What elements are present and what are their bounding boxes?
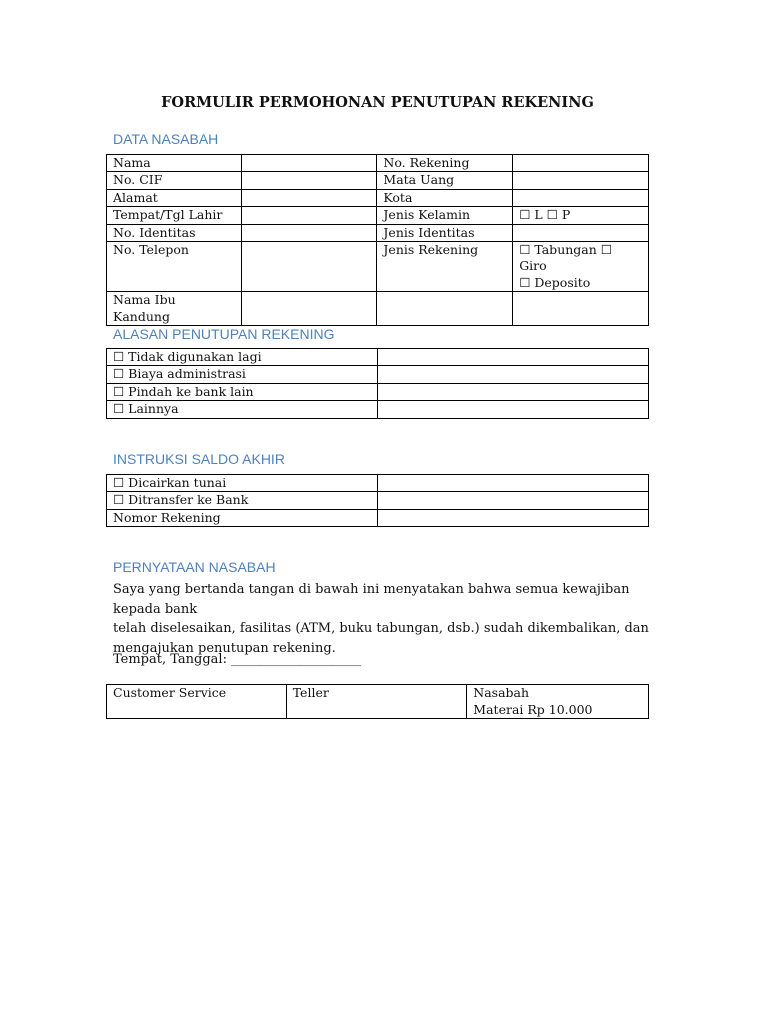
field-nama[interactable] [241, 155, 377, 172]
table-row [107, 685, 649, 719]
table-row [107, 189, 649, 206]
field-mata-uang[interactable] [513, 172, 649, 189]
field-alasan-3[interactable] [377, 383, 648, 400]
data-nasabah-table [106, 154, 649, 326]
signature-nasabah[interactable] [467, 685, 649, 719]
table-row [107, 475, 649, 492]
section-heading-data-nasabah: DATA NASABAH [113, 131, 219, 147]
place-date-field[interactable]: Tempat, Tanggal: ____________________ [113, 652, 362, 667]
table-row [107, 349, 649, 366]
checkbox-jenis-kelamin[interactable]: ☐ L ☐ P [513, 207, 649, 224]
table-row [107, 224, 649, 241]
table-row [107, 207, 649, 224]
label-jenis-identitas: Jenis Identitas [377, 224, 513, 241]
table-row [107, 172, 649, 189]
field-instruksi-2[interactable] [377, 492, 648, 509]
field-nama-ibu-kandung[interactable] [241, 292, 377, 326]
table-row [107, 155, 649, 172]
label-alamat: Alamat [107, 189, 242, 206]
empty-cell [513, 292, 649, 326]
field-tempat-tgl-lahir[interactable] [241, 207, 377, 224]
table-row [107, 292, 649, 326]
materai-label: Materai Rp 10.000 [473, 701, 593, 717]
label-kota: Kota [377, 189, 513, 206]
field-alasan-4[interactable] [377, 401, 648, 418]
checkbox-pindah-bank[interactable]: ☐ Pindah ke bank lain [107, 383, 378, 400]
signature-teller[interactable]: Teller [286, 685, 467, 719]
label-mata-uang: Mata Uang [377, 172, 513, 189]
checkbox-ditransfer-bank[interactable]: ☐ Ditransfer ke Bank [107, 492, 378, 509]
label-jenis-rekening: Jenis Rekening [377, 242, 513, 292]
label-no-telepon: No. Telepon [107, 242, 242, 292]
field-kota[interactable] [513, 189, 649, 206]
field-no-identitas[interactable] [241, 224, 377, 241]
section-heading-alasan: ALASAN PENUTUPAN REKENING [113, 326, 335, 342]
section-heading-pernyataan: PERNYATAAN NASABAH [113, 559, 276, 575]
label-nama-ibu-kandung: Nama Ibu Kandung [107, 292, 242, 326]
statement-text [113, 580, 653, 658]
jenis-rekening-options-line1: ☐ Tabungan ☐ Giro [519, 242, 612, 274]
nasabah-label: Nasabah [473, 685, 530, 700]
table-row [107, 401, 649, 418]
alasan-table [106, 348, 649, 419]
field-jenis-identitas[interactable] [513, 224, 649, 241]
signature-table [106, 684, 649, 719]
checkbox-jenis-rekening[interactable] [513, 242, 649, 292]
label-no-cif: No. CIF [107, 172, 242, 189]
field-alasan-2[interactable] [377, 366, 648, 383]
table-row [107, 242, 649, 292]
field-alamat[interactable] [241, 189, 377, 206]
checkbox-tidak-digunakan[interactable]: ☐ Tidak digunakan lagi [107, 349, 378, 366]
statement-line: mengajukan penutupan rekening. [113, 640, 336, 656]
section-heading-instruksi: INSTRUKSI SALDO AKHIR [113, 451, 285, 467]
label-jenis-kelamin: Jenis Kelamin [377, 207, 513, 224]
field-no-telepon[interactable] [241, 242, 377, 292]
table-row [107, 383, 649, 400]
label-tempat-tgl-lahir: Tempat/Tgl Lahir [107, 207, 242, 224]
label-no-rekening: No. Rekening [377, 155, 513, 172]
label-nama: Nama [107, 155, 242, 172]
label-nomor-rekening: Nomor Rekening [107, 509, 378, 526]
checkbox-lainnya[interactable]: ☐ Lainnya [107, 401, 378, 418]
checkbox-dicairkan-tunai[interactable]: ☐ Dicairkan tunai [107, 475, 378, 492]
empty-cell [377, 292, 513, 326]
instruksi-table [106, 474, 649, 527]
table-row [107, 492, 649, 509]
jenis-rekening-options-line2: ☐ Deposito [519, 274, 591, 290]
field-no-rekening[interactable] [513, 155, 649, 172]
field-no-cif[interactable] [241, 172, 377, 189]
signature-customer-service[interactable]: Customer Service [107, 685, 287, 719]
field-nomor-rekening[interactable] [377, 509, 648, 526]
statement-line: Saya yang bertanda tangan di bawah ini menyatakan bahwa semua kewajiban kepada bank [113, 582, 630, 617]
field-instruksi-1[interactable] [377, 475, 648, 492]
field-alasan-1[interactable] [377, 349, 648, 366]
form-title: FORMULIR PERMOHONAN PENUTUPAN REKENING [161, 94, 594, 111]
table-row [107, 509, 649, 526]
table-row [107, 366, 649, 383]
statement-line: telah diselesaikan, fasilitas (ATM, buku tabungan, dsb.) sudah dikembalikan, dan [113, 621, 649, 636]
checkbox-biaya-administrasi[interactable]: ☐ Biaya administrasi [107, 366, 378, 383]
label-no-identitas: No. Identitas [107, 224, 242, 241]
